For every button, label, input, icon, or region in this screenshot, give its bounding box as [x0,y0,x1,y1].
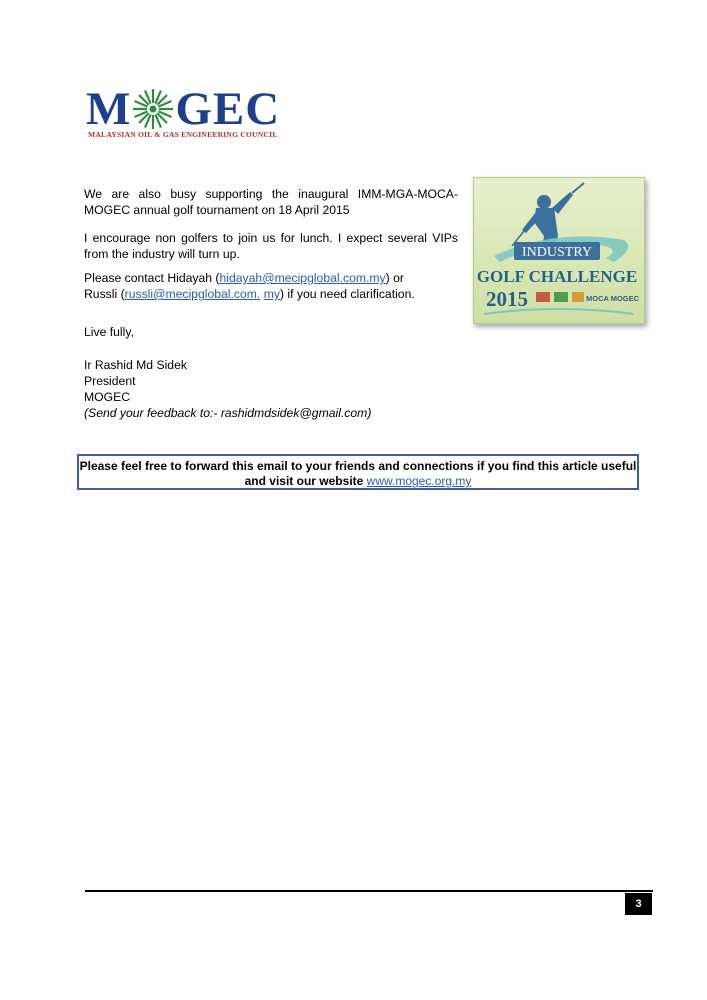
body-text [84,186,458,218]
golf-badge-graphic [474,178,644,323]
signature-name: Ir Rashid Md Sidek [84,358,187,372]
signature-title: President [84,374,136,388]
sponsor-logos-icon [536,292,584,302]
logo-letter-m: M [86,83,132,135]
logo-wordmark [86,84,280,134]
contact-text: ) if you need clarification. [279,287,415,301]
signoff: Live fully, [84,325,134,339]
contact-text: Please contact Hidayah ( [84,271,220,285]
badge-sponsors: MOCA MOGEC [586,294,640,303]
paragraph-lunch: I encourage non golfers to join us for lunch. I expect several VIPs from the industry will turn up. [84,231,458,261]
contact-text: Russli ( [84,287,125,301]
mogec-logo [86,84,300,142]
logo-letters-gec: GEC [175,83,281,135]
contact-line-russli [84,286,458,302]
badge-line1: INDUSTRY [521,245,593,260]
logo-subtitle: MALAYSIAN OIL & GAS ENGINEERING COUNCIL [88,130,278,139]
page-number: 3 [625,893,652,915]
website-link[interactable]: www.mogec.org.my [366,474,472,488]
forward-callout-box [77,454,639,490]
badge-line2: GOLF CHALLENGE [476,267,638,286]
signature-block [84,357,458,421]
footer-divider [85,890,653,892]
contact-line-hidayah [84,270,458,286]
callout-text: Please feel free to forward this email to your friends and connections if you find this article useful and visit our website [79,459,637,488]
paragraph-golf-tournament: We are also busy supporting the inaugural IMM-MGA-MOCA-MOGEC annual golf tournament on 18 April 2015 [84,187,458,217]
badge-year: 2015 [486,287,528,311]
contact-paragraph [84,270,458,302]
golf-challenge-badge [473,177,645,324]
email-link-russli-tld[interactable]: my [263,287,280,301]
email-link-hidayah[interactable]: hidayah@mecipglobal.com.my [219,271,386,285]
contact-text: ) or [385,271,404,285]
email-link-russli[interactable]: russli@mecipglobal.com. [124,287,261,301]
signature-org: MOGEC [84,390,131,404]
logo-burst-icon [131,87,175,131]
feedback-line: (Send your feedback to:- rashidmdsidek@gmail.com) [84,406,372,420]
body-text-2 [84,230,458,262]
